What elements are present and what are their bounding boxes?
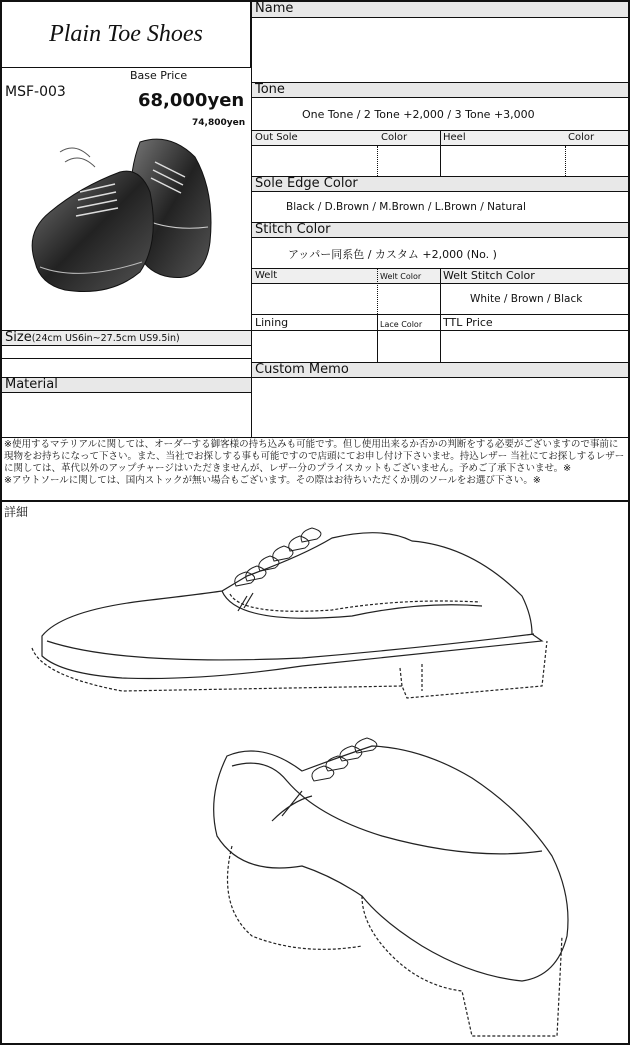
- tone-options[interactable]: One Tone / 2 Tone +2,000 / 3 Tone +3,000: [302, 108, 535, 121]
- price-with-tax: 74,800yen: [192, 118, 246, 128]
- tone-label: Tone: [252, 82, 628, 98]
- side-view-sketch: [32, 528, 547, 698]
- heel-color-input[interactable]: [566, 146, 628, 176]
- size-input[interactable]: [2, 347, 252, 377]
- welt-color-input[interactable]: [378, 284, 440, 314]
- page-title: Plain Toe Shoes: [49, 21, 203, 47]
- out-sole-color-label: Color: [381, 132, 408, 143]
- title-box: [2, 2, 251, 68]
- lining-input[interactable]: [252, 331, 377, 362]
- notes: [4, 439, 626, 487]
- custom-memo-input[interactable]: [252, 378, 628, 438]
- heel-label: Heel: [443, 132, 466, 143]
- front-view-sketch: [214, 738, 568, 1036]
- ttl-price-label: TTL Price: [443, 316, 493, 329]
- size-label: Size(24cm US6in~27.5cm US9.5in): [2, 330, 252, 346]
- welt-stitch-color-label: Welt Stitch Color: [443, 269, 535, 282]
- product-code: MSF-003: [5, 84, 66, 100]
- note-outsole: ※アウトソールに関しては、国内ストックが無い場合もございます。その際はお待ちいただくか別のソールをお選び下さい。※: [4, 475, 541, 486]
- out-sole-input[interactable]: [252, 146, 377, 176]
- heel-color-label: Color: [568, 132, 595, 143]
- name-input[interactable]: [252, 18, 628, 82]
- base-price-label: Base Price: [130, 69, 188, 82]
- shoe-photo: [20, 132, 220, 297]
- out-sole-color-input[interactable]: [378, 146, 440, 176]
- custom-memo-label: Custom Memo: [252, 362, 628, 378]
- detail-label: 詳細: [4, 505, 29, 519]
- design-drawing-area[interactable]: [2, 516, 628, 1043]
- sole-edge-options[interactable]: Black / D.Brown / M.Brown / L.Brown / Natural: [286, 201, 526, 213]
- heel-input[interactable]: [441, 146, 565, 176]
- base-price: 68,000yen: [138, 90, 245, 111]
- note-material: ※使用するマテリアルに関しては、オーダーする御客様の持ち込みも可能です。但し使用出来るか否かの判断をする必要がございますので事前に現物をお持ちになって下さい。また、当社でお探しする事も可能ですので店頭にてお申し付け下さいませ。持込レザー 当社にてお探しするレザーに関しては、革代以外のアップチャージはいただきませんが、レザー分のプライスカットもございません。予めご了承下さいませ。※: [4, 439, 625, 474]
- material-input[interactable]: [2, 393, 252, 437]
- ttl-price-input[interactable]: [441, 331, 628, 362]
- material-label: Material: [2, 377, 252, 393]
- lining-label: Lining: [255, 316, 289, 329]
- sole-edge-color-label: Sole Edge Color: [252, 176, 628, 192]
- lace-color-input[interactable]: [378, 331, 440, 362]
- shoe-line-drawings: [2, 516, 628, 1043]
- lace-color-label: Lace Color: [380, 320, 423, 329]
- stitch-options[interactable]: アッパー同系色 / カスタム +2,000 (No. ): [288, 248, 497, 261]
- welt-label: Welt: [255, 270, 278, 281]
- name-label: Name: [252, 2, 628, 18]
- out-sole-label: Out Sole: [255, 132, 298, 143]
- stitch-color-label: Stitch Color: [252, 222, 628, 238]
- welt-stitch-options[interactable]: White / Brown / Black: [470, 293, 583, 305]
- welt-input[interactable]: [252, 284, 377, 314]
- welt-color-label: Welt Color: [380, 272, 422, 281]
